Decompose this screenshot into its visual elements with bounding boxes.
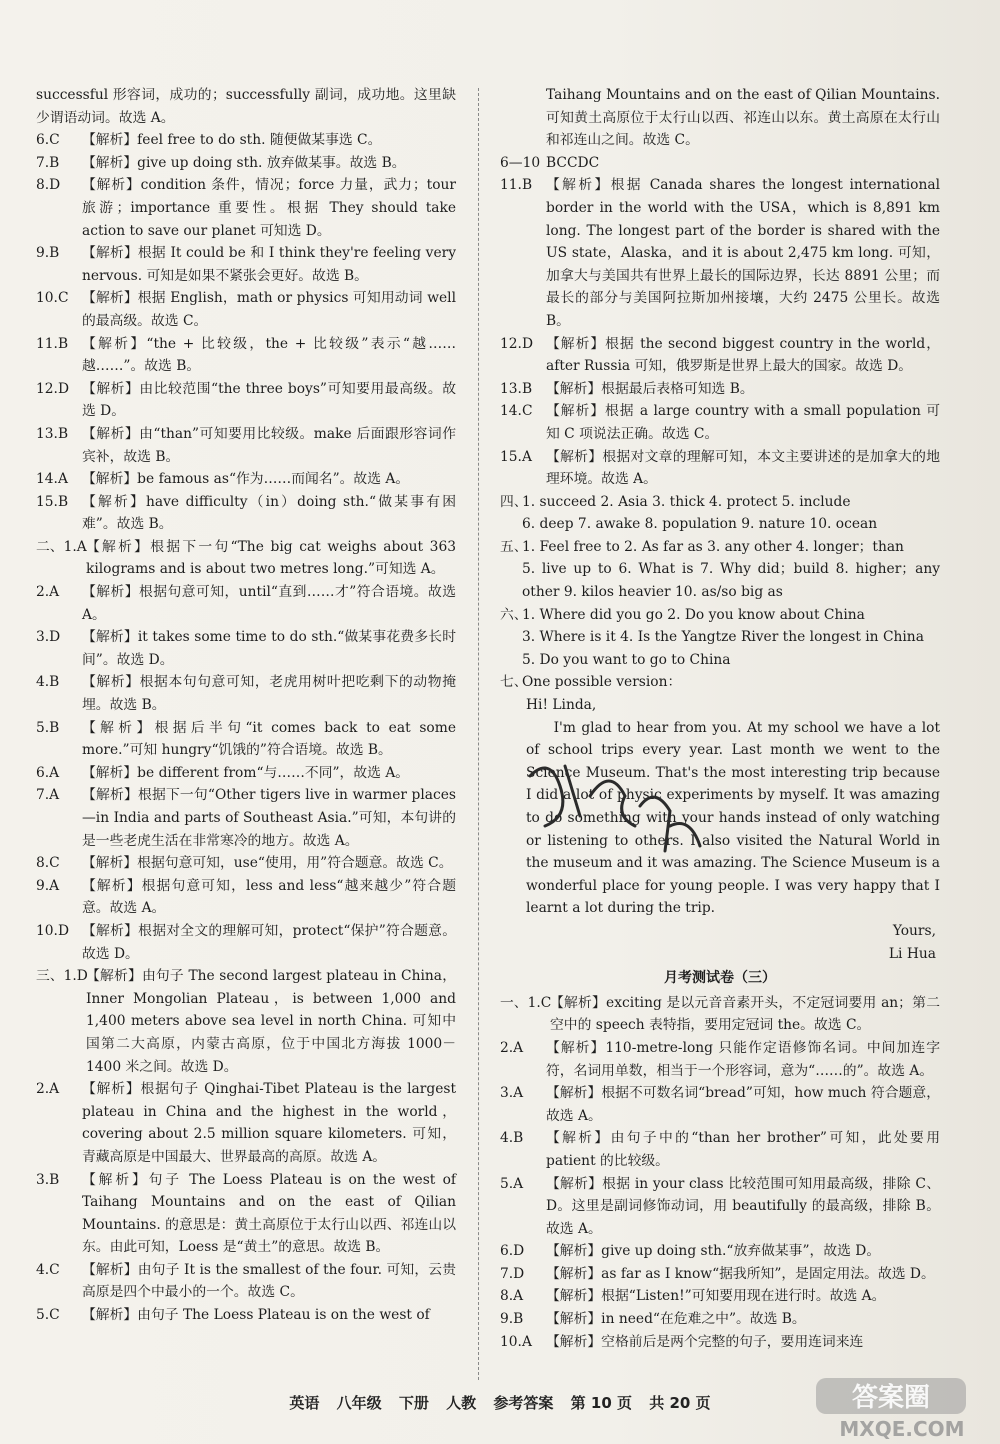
answer-item xyxy=(36,1304,456,1327)
answer-item xyxy=(36,242,456,287)
answer-item xyxy=(500,378,940,401)
answer-text: 5. live up to 6. What is 7. Why did；build 8. higher；any other 9. kilos heavier 10. as/so big as xyxy=(522,561,940,601)
answer-number: 2.A xyxy=(36,584,60,601)
answer-text: 【解析】句子 The Loess Plateau is on the west of Taihang Mountains and on the east of Qilian Mountains. 的意思是：黄土高原位于太行山以西、祁连山以东。由此可知，Loess 是“黄土”的意思。故选 B。 xyxy=(82,1171,456,1256)
answer-text: 【解析】根据最后表格可知选 B。 xyxy=(546,380,754,397)
answer-text: 【解析】condition 条件，情况；force 力量，武力；tour 旅游；importance 重要性。根据 They should take action to save our planet 可知选 D。 xyxy=(82,177,456,239)
answer-text: 【解析】根据不可数名词“bread”可知，how much 符合题意，故选 A。 xyxy=(546,1085,940,1124)
answer-number: 12.D xyxy=(36,380,70,397)
answer-number: 15.A xyxy=(500,448,532,465)
answer-text: 1. Where did you go 2. Do you know about China xyxy=(522,606,865,623)
answer-text: 【解析】空格前后是两个完整的句子，要用连词来连 xyxy=(546,1333,864,1350)
footer-volume: 下册 xyxy=(398,1394,429,1412)
answer-number: 5.C xyxy=(36,1307,60,1324)
letter-body: I'm glad to hear from you. At my school we have a lot of school trips every year. Last month we went to the Science Museum. That's the most interesting trip because I did a lot of physic experiments by myself. It was amazing to do something with your hands instead of only watching or listening to others. I also visited the Natural World in the museum and it was amazing. The Science Museum is a wonderful place for young people. I was very happy that I learnt a lot during the trip. xyxy=(526,719,940,917)
answer-text: 【解析】由句子 The second largest plateau in China，Inner Mongolian Plateau，is between 1,000 and 1,400 meters above sea level in north China. 可知中国第二大高原，内蒙古高原，位于中国北方海拔 1000－1400 米之间。故选 D。 xyxy=(86,968,456,1075)
left-column xyxy=(36,84,456,1327)
answer-item xyxy=(500,671,940,694)
answer-number: 5.A xyxy=(500,1175,524,1192)
answer-number: 6.D xyxy=(500,1243,525,1260)
answer-text: 【解析】根据后半句“it comes back to eat some more.”可知 hungry“饥饿的”符合语境。故选 B。 xyxy=(82,719,456,759)
answer-number: 3.D xyxy=(36,629,61,646)
answer-text: 【解析】由句子 The Loess Plateau is on the west of xyxy=(82,1307,430,1324)
answer-text: 【解析】根据 a large country with a small population 可知 C 项说法正确。故选 C。 xyxy=(546,403,940,442)
answer-item xyxy=(500,992,940,1037)
answer-text: 【解析】根据 in your class 比较范围可知用最高级，排除 C、D。这里是副词修饰动词，用 beautifully 的最高级，排除 B。故选 A。 xyxy=(546,1175,940,1237)
answer-text: Taihang Mountains and on the east of Qilian Mountains. 可知黄土高原位于太行山以西、祁连山以东。黄土高原在太行山和祁连山之间。故选 C。 xyxy=(546,87,940,149)
answer-item xyxy=(500,649,940,672)
answer-item xyxy=(36,581,456,626)
answer-text: 【解析】根据 Canada shares the longest international border in the world with the USA，which is 8,891 km long. The longest part of the border is shared with the US state，Alaska，and it is about 2,475 km long. 可知，加拿大与美国共有世界上最长的国际边界，长达 8891 公里；而最长的部分与美国阿拉斯加州接壤，大约 2475 公里长。故选 B。 xyxy=(546,177,940,329)
answer-item xyxy=(500,400,940,445)
answer-item xyxy=(36,784,456,852)
footer-edition: 人教 xyxy=(446,1394,477,1412)
answer-number: 4.B xyxy=(36,674,60,691)
answer-item xyxy=(500,1240,940,1263)
footer-label: 参考答案 xyxy=(493,1394,554,1412)
answer-number: 4.C xyxy=(36,1261,60,1278)
answer-text: 6. deep 7. awake 8. population 9. nature 10. ocean xyxy=(522,516,878,533)
answer-number: 13.B xyxy=(36,425,69,442)
answer-item xyxy=(36,378,456,423)
watermark-logo xyxy=(812,1376,992,1440)
answer-text: 【解析】be famous as“作为……而闻名”。故选 A。 xyxy=(82,471,410,488)
answer-item xyxy=(500,1173,940,1241)
answer-number: 14.C xyxy=(500,403,533,420)
answer-number: 10.D xyxy=(36,922,70,939)
answer-text: 【解析】feel free to do sth. 随便做某事选 C。 xyxy=(82,132,382,149)
answer-number: 13.B xyxy=(500,380,533,397)
answer-number: 4.B xyxy=(500,1130,524,1147)
answer-number: 7.A xyxy=(36,787,60,804)
answer-item xyxy=(36,152,456,175)
answer-text: 【解析】根据句子 Qinghai-Tibet Plateau is the largest plateau in China and the highest in the world，covering about 2.5 million square kilometers. 可知，青藏高原是中国最大、世界最高的高原。故选 A。 xyxy=(82,1081,456,1165)
answer-number: 8.C xyxy=(36,855,60,872)
answer-text: 【解析】“the + 比较级，the + 比较级”表示“越……越……”。故选 B。 xyxy=(82,335,456,375)
answer-number: 6.A xyxy=(36,764,60,781)
answer-number: 四、 xyxy=(500,493,528,510)
answer-item xyxy=(36,965,456,1078)
answer-text: 【解析】根据下一句“The big cat weighs about 363 kilograms and is about two metres long.”可知选 A。 xyxy=(86,538,456,578)
answer-text: 【解析】根据对全文的理解可知，protect“保护”符合题意。故选 D。 xyxy=(82,922,456,962)
answer-number xyxy=(500,626,522,649)
answer-text: BCCDC xyxy=(546,154,600,171)
answer-number: 3.A xyxy=(500,1085,524,1102)
answer-number: 六、 xyxy=(500,606,528,623)
answer-text: 【解析】根据句意可知，less and less“越来越少”符合题意。故选 A。 xyxy=(82,877,456,917)
answer-text: One possible version： xyxy=(522,674,682,691)
answer-item xyxy=(500,152,940,175)
answer-number: 2.A xyxy=(36,1081,60,1098)
footer-subject: 英语 xyxy=(289,1394,320,1412)
answer-item xyxy=(36,129,456,152)
answer-item xyxy=(36,1169,456,1259)
footer-page: 第 10 页 xyxy=(570,1394,632,1412)
answer-number: 6.C xyxy=(36,132,60,149)
answer-text: 3. Where is it 4. Is the Yangtze River the longest in China xyxy=(522,629,924,646)
answer-text: 【解析】根据“Listen!”可知要用现在进行时。故选 A。 xyxy=(546,1288,886,1305)
answer-text: 【解析】根据句意可知，until“直到……才”符合语境。故选 A。 xyxy=(82,584,456,623)
right-answers-part-2 xyxy=(500,992,940,1354)
answer-item xyxy=(500,1263,940,1286)
answer-number: 8.A xyxy=(500,1288,524,1305)
answer-item xyxy=(36,174,456,242)
answer-item xyxy=(36,423,456,468)
answer-number: 9.B xyxy=(36,245,60,262)
answer-text: 5. Do you want to go to China xyxy=(522,651,731,668)
answer-item xyxy=(36,875,456,920)
answer-item xyxy=(36,84,456,129)
answer-item xyxy=(500,333,940,378)
answer-text: 【解析】由句子中的“than her brother”可知，此处要用 patient 的比较级。 xyxy=(546,1130,940,1169)
answer-item xyxy=(500,491,940,514)
answer-text: 【解析】as far as I know“据我所知”，是固定用法。故选 D。 xyxy=(546,1265,935,1282)
answer-number: 一、1.C xyxy=(500,994,552,1011)
answer-item xyxy=(500,536,940,559)
answer-item xyxy=(500,446,940,491)
answer-text: 【解析】由句子 It is the smallest of the four. 可知，云贵高原是四个中最小的一个。故选 C。 xyxy=(82,1261,456,1301)
answer-text: 【解析】110-metre-long 只能作定语修饰名词。中间加连字符，名词用单数，相当于一个形容词，意为“……的”。故选 A。 xyxy=(546,1039,940,1079)
answer-item xyxy=(36,536,456,581)
answer-number: 14.A xyxy=(36,471,68,488)
answer-item xyxy=(36,333,456,378)
answer-text: 【解析】exciting 是以元音音素开头，不定冠词要用 an；第二空中的 speech 表特指，要用定冠词 the。故选 C。 xyxy=(550,994,940,1034)
answer-item xyxy=(36,920,456,965)
answer-item xyxy=(36,1259,456,1304)
answer-number: 10.C xyxy=(36,290,69,307)
answer-text: 1. Feel free to 2. As far as 3. any other 4. longer；than xyxy=(522,538,904,555)
answer-item xyxy=(500,84,940,152)
answer-text: 【解析】根据本句句意可知，老虎用树叶把吃剩下的动物掩埋。故选 B。 xyxy=(82,674,456,714)
answer-item xyxy=(36,1078,456,1168)
answer-item xyxy=(500,513,940,536)
answer-text: 【解析】give up doing sth.“放弃做某事”，故选 D。 xyxy=(546,1243,881,1260)
answer-text: 【解析】in need“在危难之中”。故选 B。 xyxy=(546,1311,806,1328)
answer-number: 3.B xyxy=(36,1171,60,1188)
model-letter xyxy=(500,694,940,965)
answer-text: 【解析】be different from“与……不同”，故选 A。 xyxy=(82,764,410,781)
answer-number: 9.B xyxy=(500,1311,524,1328)
letter-signature: Li Hua xyxy=(888,945,936,962)
answer-number: 七、 xyxy=(500,674,528,691)
answer-number: 10.A xyxy=(500,1333,532,1350)
answer-number xyxy=(500,84,546,152)
answer-item xyxy=(500,1308,940,1331)
answer-number: 三、1.D xyxy=(36,968,88,985)
answer-item xyxy=(500,174,940,332)
answer-text: 1. succeed 2. Asia 3. thick 4. protect 5. include xyxy=(522,493,851,510)
answer-item xyxy=(500,1285,940,1308)
answer-text: 【解析】根据句意可知，use“使用，用”符合题意。故选 C。 xyxy=(82,855,453,872)
answer-item xyxy=(500,604,940,627)
answer-number: 5.B xyxy=(36,719,60,736)
answer-number: 五、 xyxy=(500,538,528,555)
letter-greeting: Hi! Linda, xyxy=(526,697,597,714)
answer-text: 【解析】根据 English，math or physics 可知用动词 well 的最高级。故选 C。 xyxy=(82,290,456,329)
answer-text: 【解析】have difficulty（in）doing sth.“做某事有困难”。故选 B。 xyxy=(82,493,456,533)
answer-text: 【解析】根据下一句“Other tigers live in warmer places—in India and parts of Southeast Asia.”可知，本句讲的是一些老虎生活在非常寒冷的地方。故选 A。 xyxy=(82,787,456,849)
footer-grade: 八年级 xyxy=(336,1394,382,1412)
answer-number: 15.B xyxy=(36,493,69,510)
test-title: 月考测试卷（三） xyxy=(664,970,776,987)
answer-text: successful 形容词，成功的；successfully 副词，成功地。这里缺少谓语动词。故选 A。 xyxy=(36,87,456,126)
answer-item xyxy=(500,1331,940,1354)
answer-number xyxy=(500,513,522,536)
answer-text: 【解析】由“than”可知要用比较级。make 后面跟形容词作宾补，故选 B。 xyxy=(82,425,456,465)
answer-text: 【解析】give up doing sth. 放弃做某事。故选 B。 xyxy=(82,154,406,171)
answer-number: 8.D xyxy=(36,177,61,194)
answer-number: 2.A xyxy=(500,1039,524,1056)
answer-number: 11.B xyxy=(36,335,69,352)
letter-closing: Yours, xyxy=(892,922,936,939)
answer-number: 6—10 xyxy=(500,154,541,171)
answer-item xyxy=(36,491,456,536)
answer-item xyxy=(500,1082,940,1127)
answer-number xyxy=(500,649,522,672)
answer-number: 二、1.A xyxy=(36,538,87,555)
answer-number xyxy=(500,558,522,603)
answer-text: 【解析】根据对文章的理解可知，本文主要讲述的是加拿大的地理环境。故选 A。 xyxy=(546,448,940,488)
svg-text:答案圈: 答案圈 xyxy=(851,1383,931,1413)
answer-number: 12.D xyxy=(500,335,534,352)
column-divider xyxy=(478,88,479,1380)
answer-item xyxy=(36,717,456,762)
answer-number: 7.B xyxy=(36,154,60,171)
answer-text: 【解析】根据 It could be 和 I think they're feeling very nervous. 可知是如果不紧张会更好。故选 B。 xyxy=(82,245,456,284)
answer-item xyxy=(36,671,456,716)
answer-number: 7.D xyxy=(500,1265,525,1282)
right-answers-part-1 xyxy=(500,84,940,694)
answer-item xyxy=(36,762,456,785)
answer-item xyxy=(36,626,456,671)
answer-number: 9.A xyxy=(36,877,60,894)
answer-text: 【解析】根据 the second biggest country in the world，after Russia 可知，俄罗斯是世界上最大的国家。故选 D。 xyxy=(546,335,940,375)
right-column xyxy=(500,84,940,1353)
answer-text: 【解析】由比较范围“the three boys”可知要用最高级。故选 D。 xyxy=(82,380,456,420)
answer-item xyxy=(500,1037,940,1082)
answer-item xyxy=(500,1127,940,1172)
answer-item xyxy=(500,558,940,603)
answer-item xyxy=(500,626,940,649)
answer-item xyxy=(36,287,456,332)
answer-item xyxy=(36,468,456,491)
answer-item xyxy=(36,852,456,875)
answer-text: 【解析】it takes some time to do sth.“做某事花费多长时间”。故选 D。 xyxy=(82,629,456,668)
footer-total: 共 20 页 xyxy=(649,1394,711,1412)
answer-number: 11.B xyxy=(500,177,533,194)
svg-text:MXQE.COM: MXQE.COM xyxy=(839,1417,965,1440)
